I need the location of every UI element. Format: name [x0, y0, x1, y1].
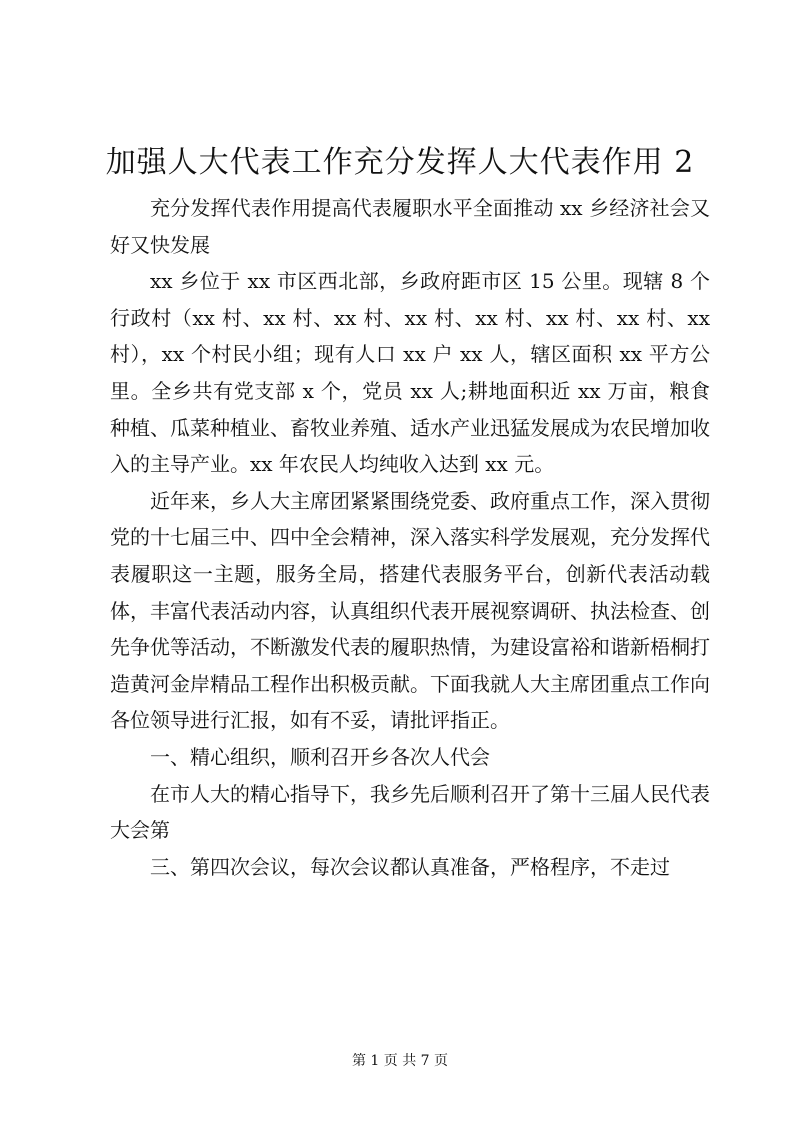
- paragraph-meetings: 三、第四次会议，每次会议都认真准备，严格程序，不走过: [150, 854, 670, 879]
- paragraph-overview: xx 乡位于 xx 市区西北部，乡政府距市区 15 公里。现辖 8 个行政村（xx 村、xx 村、xx 村、xx 村、xx 村、xx 村、xx 村、xx 村），xx 个村民小组；现有人口 xx 户 xx 人，辖区面积 xx 平方公里。全乡共有党支部 x 个，党员 xx 人;耕地面积近 xx 万亩，粮食种植、瓜菜种植业、畜牧业养殖、适水产业迅猛发展成为农民增加收入的主导产业。xx 年农民人均纯收入达到 xx 元。: [110, 269, 710, 477]
- paragraph-recent-work: 近年来，乡人大主席团紧紧围绕党委、政府重点工作，深入贯彻党的十七届三中、四中全会精神，深入落实科学发展观，充分发挥代表履职这一主题，服务全局，搭建代表服务平台，创新代表活动载体，丰富代表活动内容，认真组织代表开展视察调研、执法检查、创先争优等活动，不断激发代表的履职热情，为建设富裕和谐新梧桐打造黄河金岸精品工程作出积极贡献。下面我就人大主席团重点工作向各位领导进行汇报，如有不妥，请批评指正。: [110, 488, 710, 733]
- section-heading-1: 一、精心组织，顺利召开乡各次人代会: [150, 744, 490, 769]
- paragraph-subtitle: 充分发挥代表作用提高代表履职水平全面推动 xx 乡经济社会又好又快发展: [110, 196, 710, 257]
- page-footer: 第 1 页 共 7 页: [351, 1053, 449, 1069]
- document-body: [110, 190, 710, 885]
- document-title: 加强人大代表工作充分发挥人大代表作用 2: [105, 145, 695, 180]
- paragraph-guidance: 在市人大的精心指导下，我乡先后顺利召开了第十三届人民代表大会第: [110, 781, 710, 843]
